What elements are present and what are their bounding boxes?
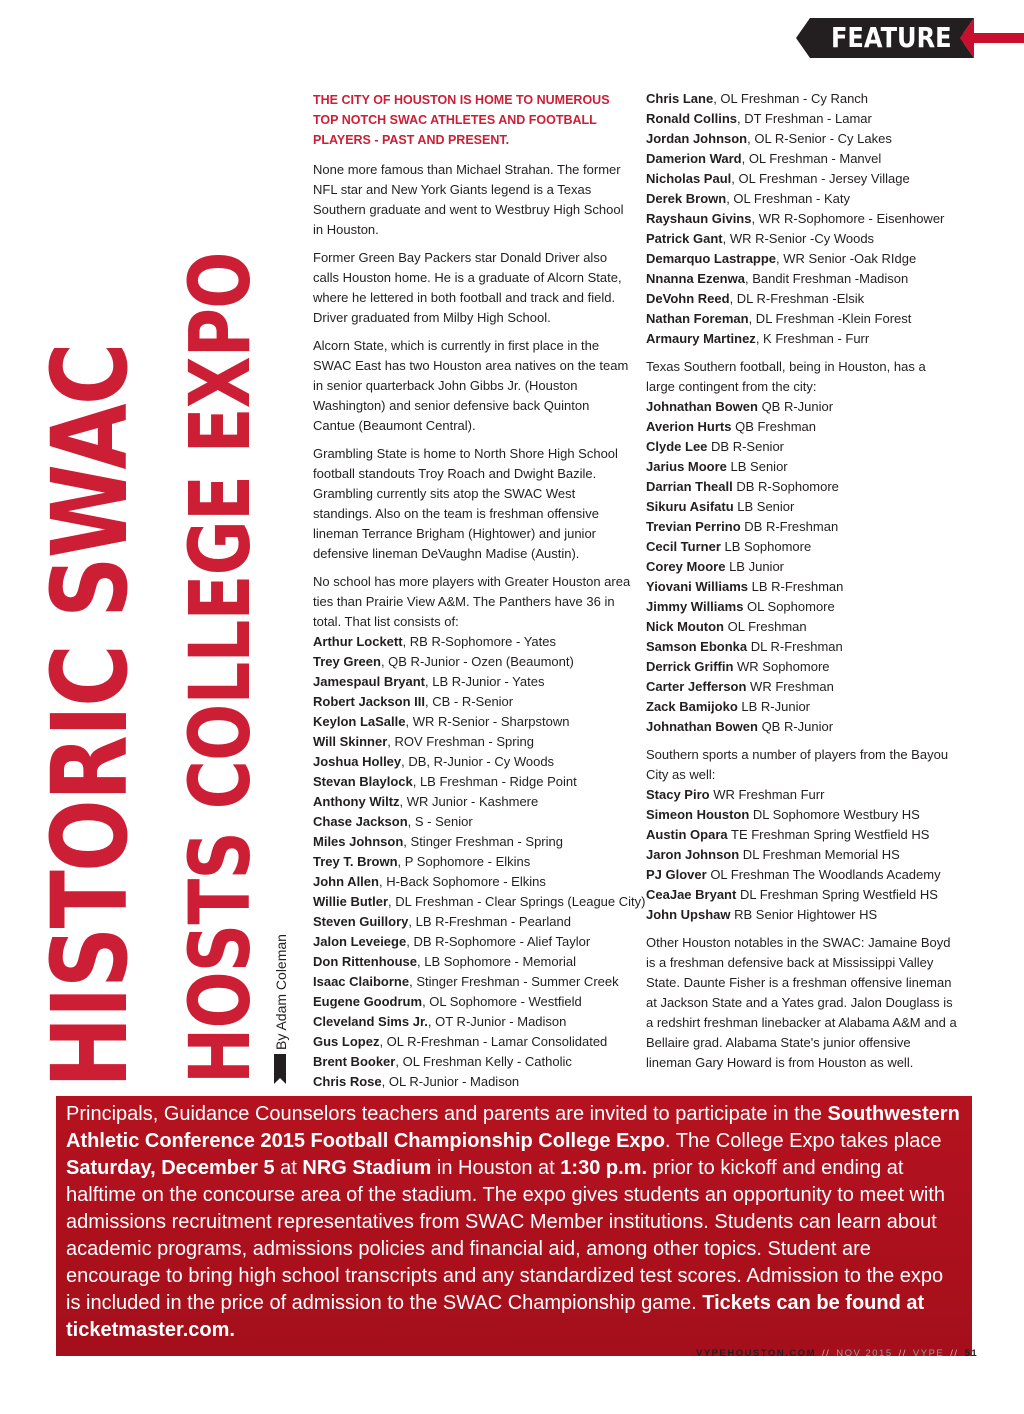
- player-entry: [646, 169, 958, 189]
- player-details: , OL Freshman Kelly - Catholic: [395, 1054, 572, 1069]
- other-notables-paragraph: Other Houston notables in the SWAC: Jamaine Boyd is a freshman defensive back at Mississippi Valley State. Daunte Fisher is a freshman offensive lineman at Jackson State and a Yates grad. Jalon Douglass is a redshirt freshman linebacker at Alabama A&M and a Bellaire grad. Alabama State's junior offensive lineman Gary Howard is from Houston as well.: [646, 935, 957, 1070]
- player-details: DB R-Sophomore: [732, 479, 839, 494]
- player-details: , DL Freshman - Clear Springs (League City): [388, 894, 646, 909]
- player-entry: [646, 597, 958, 617]
- player-name: John Upshaw: [646, 907, 731, 922]
- player-details: , OL Sophomore - Westfield: [422, 994, 582, 1009]
- player-details: DL R-Freshman: [747, 639, 843, 654]
- article-paragraph: Alcorn State, which is currently in first place in the SWAC East has two Houston area natives on the team in senior quarterback John Gibbs Jr. (Houston Washington) and senior defensive back Quinton Cantue (Beaumont Central).: [313, 338, 629, 433]
- player-name: Simeon Houston: [646, 807, 750, 822]
- player-entry: [646, 845, 958, 865]
- player-name: Averion Hurts: [646, 419, 732, 434]
- player-name: Steven Guillory: [313, 914, 409, 929]
- player-name: Derek Brown: [646, 191, 727, 206]
- player-entry: [313, 812, 631, 832]
- player-details: , DB R-Sophomore - Alief Taylor: [406, 934, 591, 949]
- player-entry: [313, 1072, 631, 1092]
- player-entry: [646, 825, 958, 845]
- promo-tickets: Tickets can be found at ticketmaster.com.: [66, 1292, 925, 1341]
- player-name: Stacy Piro: [646, 787, 710, 802]
- promo-text: at: [274, 1157, 303, 1179]
- footer-separator: //: [898, 1348, 907, 1359]
- player-entry: [313, 772, 631, 792]
- player-details: , WR R-Senior - Sharpstown: [405, 714, 570, 729]
- player-entry: [646, 109, 958, 129]
- player-details: , K Freshman - Furr: [755, 331, 870, 346]
- player-details: , LB R-Junior - Yates: [425, 674, 545, 689]
- footer-brand: VYPE: [912, 1348, 945, 1359]
- player-entry: [646, 785, 958, 805]
- player-details: LB Junior: [725, 559, 785, 574]
- player-entry: [313, 972, 631, 992]
- player-details: , QB R-Junior - Ozen (Beaumont): [380, 654, 574, 669]
- player-entry: [313, 752, 631, 772]
- player-name: Derrick Griffin: [646, 659, 734, 674]
- player-entry: [646, 249, 958, 269]
- promo-date: Saturday, December 5: [66, 1157, 275, 1179]
- pvamu-intro: No school has more players with Greater Houston area ties than Prairie View A&M. The Panthers have 36 in total. That list consists of:: [313, 574, 631, 629]
- player-name: Chris Lane: [646, 91, 714, 106]
- player-entry: [313, 912, 631, 932]
- player-name: Corey Moore: [646, 559, 726, 574]
- player-name: Trey Green: [313, 654, 381, 669]
- player-name: Jalon Leveiege: [313, 934, 407, 949]
- player-details: , OL R-Senior - Cy Lakes: [747, 131, 892, 146]
- player-entry: [646, 329, 958, 349]
- player-details: , OL Freshman - Jersey Village: [731, 171, 910, 186]
- player-name: Carter Jefferson: [646, 679, 747, 694]
- player-name: Demarquo Lastrappe: [646, 251, 777, 266]
- player-name: Chase Jackson: [313, 814, 408, 829]
- player-name: Jamespaul Bryant: [313, 674, 425, 689]
- promo-event-name: Southwestern Athletic Conference 2015 Football Championship College Expo: [66, 1103, 960, 1152]
- player-name: Will Skinner: [313, 734, 388, 749]
- article-column-1: [313, 90, 646, 1092]
- article-paragraph: None more famous than Michael Strahan. The former NFL star and New York Giants legend is a Texas Southern graduate and went to Westbruy High School in Houston.: [313, 162, 624, 237]
- player-entry: [646, 189, 958, 209]
- player-details: , DL Freshman -Klein Forest: [748, 311, 912, 326]
- player-details: OL Freshman: [724, 619, 807, 634]
- headline-line-2: HOSTS COLLEGE EXPO: [171, 252, 269, 1084]
- section-label: FEATURE: [830, 21, 952, 54]
- player-details: WR Freshman: [746, 679, 834, 694]
- player-details: , S - Senior: [407, 814, 473, 829]
- promo-text: Principals, Guidance Counselors teachers and parents are invited to participate in the: [66, 1103, 828, 1125]
- player-details: , Stinger Freshman - Summer Creek: [409, 974, 619, 989]
- player-name: Trevian Perrino: [646, 519, 741, 534]
- player-name: John Allen: [313, 874, 379, 889]
- player-details: , WR Junior - Kashmere: [399, 794, 539, 809]
- player-details: WR Sophomore: [733, 659, 830, 674]
- player-name: Ronald Collins: [646, 111, 737, 126]
- player-details: , DB, R-Junior - Cy Woods: [401, 754, 555, 769]
- player-entry: [313, 832, 631, 852]
- player-entry: [313, 952, 631, 972]
- player-name: PJ Glover: [646, 867, 707, 882]
- player-details: , WR R-Senior -Cy Woods: [722, 231, 875, 246]
- page-number: 51: [964, 1348, 979, 1359]
- player-name: Jaron Johnson: [646, 847, 740, 862]
- player-details: DL Freshman Memorial HS: [739, 847, 900, 862]
- footer-separator: //: [821, 1348, 831, 1359]
- player-name: Samson Ebonka: [646, 639, 748, 654]
- player-details: DL Sophomore Westbury HS: [749, 807, 920, 822]
- player-details: LB R-Freshman: [748, 579, 844, 594]
- promo-text: prior to kickoff and ending at halftime on the concourse area of the stadium. The expo gives students an opportunity to meet with admissions recruitment representatives from SWAC Member institutions. Students can learn about academic programs, admissions policies and financial aid, among other topics. Student are encourage to bring high school transcripts and any standardized test scores. Admission to the expo is included in the price of admission to the SWAC Championship game.: [66, 1157, 946, 1314]
- tsu-player-list: [646, 397, 958, 737]
- player-entry: [646, 437, 958, 457]
- player-details: LB Sophomore: [720, 539, 812, 554]
- player-entry: [646, 229, 958, 249]
- player-name: Zack Bamijoko: [646, 699, 738, 714]
- player-entry: [313, 792, 631, 812]
- page-footer: [696, 1347, 978, 1361]
- college-expo-promo-box: [56, 1096, 972, 1356]
- player-details: , WR Senior -Oak RIdge: [776, 251, 917, 266]
- player-details: RB Senior Hightower HS: [730, 907, 878, 922]
- player-entry: [646, 89, 958, 109]
- player-name: Joshua Holley: [313, 754, 402, 769]
- player-name: Cecil Turner: [646, 539, 721, 554]
- player-details: , OL R-Junior - Madison: [381, 1074, 520, 1089]
- player-details: , OL Freshman - Katy: [726, 191, 850, 206]
- player-entry: [313, 1032, 631, 1052]
- player-name: Jarius Moore: [646, 459, 727, 474]
- player-name: Rayshaun Givins: [646, 211, 752, 226]
- player-name: Willie Butler: [313, 894, 389, 909]
- footer-separator: //: [950, 1348, 959, 1359]
- tsu-intro: Texas Southern football, being in Houston, has a large contingent from the city:: [646, 359, 926, 394]
- player-details: , LB R-Freshman - Pearland: [408, 914, 571, 929]
- player-details: TE Freshman Spring Westfield HS: [727, 827, 930, 842]
- player-entry: [646, 209, 958, 229]
- article-paragraph: Former Green Bay Packers star Donald Driver also calls Houston home. He is a graduate of Alcorn State, where he lettered in both football and track and field. Driver graduated from Milby High School.: [313, 250, 622, 325]
- player-name: Austin Opara: [646, 827, 728, 842]
- player-name: Isaac Claiborne: [313, 974, 410, 989]
- bookmark-icon: [274, 1054, 286, 1078]
- player-entry: [646, 657, 958, 677]
- player-details: WR Freshman Furr: [709, 787, 825, 802]
- player-details: LB R-Junior: [737, 699, 811, 714]
- player-details: QB R-Junior: [757, 399, 834, 414]
- player-name: Sikuru Asifatu: [646, 499, 734, 514]
- player-entry: [646, 129, 958, 149]
- pvamu-player-list-continued: [646, 89, 958, 349]
- player-name: Nicholas Paul: [646, 171, 732, 186]
- player-name: Keylon LaSalle: [313, 714, 406, 729]
- player-name: Cleveland Sims Jr.: [313, 1014, 428, 1029]
- player-details: DB R-Senior: [707, 439, 784, 454]
- player-name: Jimmy Williams: [646, 599, 744, 614]
- headline-line-1: HISTORIC SWAC: [29, 344, 151, 1088]
- player-entry: [646, 617, 958, 637]
- player-name: Nick Mouton: [646, 619, 724, 634]
- player-name: Johnathan Bowen: [646, 719, 758, 734]
- promo-venue: NRG Stadium: [302, 1157, 432, 1179]
- player-name: Patrick Gant: [646, 231, 723, 246]
- player-entry: [313, 1012, 631, 1032]
- player-entry: [646, 309, 958, 329]
- player-details: , LB Sophomore - Memorial: [417, 954, 576, 969]
- player-entry: [313, 892, 646, 912]
- player-details: , LB Freshman - Ridge Point: [412, 774, 577, 789]
- player-entry: [646, 697, 958, 717]
- player-entry: [646, 637, 958, 657]
- player-name: Gus Lopez: [313, 1034, 380, 1049]
- player-details: DB R-Freshman: [740, 519, 839, 534]
- player-details: , H-Back Sophomore - Elkins: [378, 874, 546, 889]
- player-entry: [646, 457, 958, 477]
- article-column-2: [646, 89, 958, 1081]
- player-entry: [646, 497, 958, 517]
- player-name: Anthony Wiltz: [313, 794, 400, 809]
- player-entry: [313, 992, 631, 1012]
- player-entry: [646, 397, 958, 417]
- player-name: Don Rittenhouse: [313, 954, 417, 969]
- player-name: Eugene Goodrum: [313, 994, 423, 1009]
- footer-site: VYPEHOUSTON.COM: [696, 1348, 816, 1359]
- player-name: Brent Booker: [313, 1054, 396, 1069]
- player-entry: [313, 872, 631, 892]
- southern-player-list: [646, 785, 958, 925]
- player-details: , ROV Freshman - Spring: [387, 734, 534, 749]
- player-entry: [646, 557, 958, 577]
- player-entry: [313, 712, 631, 732]
- player-details: , WR R-Sophomore - Eisenhower: [751, 211, 945, 226]
- player-name: Clyde Lee: [646, 439, 708, 454]
- article-lede: THE CITY OF HOUSTON IS HOME TO NUMEROUS TOP NOTCH SWAC ATHLETES AND FOOTBALL PLAYERS - PAST AND PRESENT.: [313, 93, 610, 147]
- player-details: , DL R-Freshman -Elsik: [729, 291, 865, 306]
- player-details: , OL Freshman - Manvel: [741, 151, 882, 166]
- player-name: DeVohn Reed: [646, 291, 730, 306]
- player-entry: [646, 477, 958, 497]
- player-details: , RB R-Sophomore - Yates: [402, 634, 556, 649]
- player-entry: [646, 865, 958, 885]
- player-name: Nnanna Ezenwa: [646, 271, 745, 286]
- player-name: Damerion Ward: [646, 151, 742, 166]
- player-details: , OT R-Junior - Madison: [427, 1014, 567, 1029]
- player-entry: [646, 805, 958, 825]
- player-entry: [646, 677, 958, 697]
- player-name: Miles Johnson: [313, 834, 404, 849]
- promo-text: in Houston at: [431, 1157, 561, 1179]
- player-details: QB R-Junior: [757, 719, 834, 734]
- player-name: Trey T. Brown: [313, 854, 398, 869]
- player-details: , DT Freshman - Lamar: [737, 111, 872, 126]
- southern-intro: Southern sports a number of players from the Bayou City as well:: [646, 747, 949, 782]
- player-details: , P Sophomore - Elkins: [397, 854, 531, 869]
- footer-date: NOV 2015: [836, 1348, 893, 1359]
- player-entry: [313, 1052, 631, 1072]
- player-name: Jordan Johnson: [646, 131, 748, 146]
- player-details: LB Senior: [726, 459, 788, 474]
- player-name: CeaJae Bryant: [646, 887, 737, 902]
- player-details: OL Freshman The Woodlands Academy: [706, 867, 941, 882]
- player-name: Stevan Blaylock: [313, 774, 413, 789]
- promo-time: 1:30 p.m.: [560, 1157, 647, 1179]
- player-details: DL Freshman Spring Westfield HS: [736, 887, 938, 902]
- byline: By Adam Coleman: [273, 934, 289, 1050]
- player-entry: [646, 905, 958, 925]
- player-entry: [313, 632, 631, 652]
- player-name: Johnathan Bowen: [646, 399, 758, 414]
- player-entry: [313, 652, 631, 672]
- player-entry: [646, 577, 958, 597]
- player-entry: [313, 932, 631, 952]
- pvamu-player-list: [313, 632, 646, 1092]
- player-details: , Bandit Freshman -Madison: [744, 271, 909, 286]
- player-name: Robert Jackson III: [313, 694, 425, 709]
- player-name: Yiovani Williams: [646, 579, 748, 594]
- player-entry: [313, 732, 631, 752]
- player-entry: [646, 517, 958, 537]
- player-details: QB Freshman: [731, 419, 817, 434]
- player-entry: [646, 717, 958, 737]
- player-details: LB Senior: [733, 499, 795, 514]
- player-details: OL Sophomore: [743, 599, 835, 614]
- player-details: , Stinger Freshman - Spring: [403, 834, 563, 849]
- player-entry: [313, 852, 631, 872]
- player-entry: [646, 149, 958, 169]
- promo-text: . The College Expo takes place: [664, 1130, 942, 1152]
- player-details: , OL R-Freshman - Lamar Consolidated: [379, 1034, 608, 1049]
- player-details: , OL Freshman - Cy Ranch: [713, 91, 869, 106]
- player-name: Arthur Lockett: [313, 634, 403, 649]
- article-paragraph: Grambling State is home to North Shore High School football standouts Troy Roach and Dwight Bazile. Grambling currently sits atop the SWAC West standings. Also on the team is freshman offensive lineman Terrance Brigham (Hightower) and junior defensive lineman DeVaughn Madise (Austin).: [313, 446, 618, 561]
- player-entry: [646, 537, 958, 557]
- player-details: , CB - R-Senior: [424, 694, 514, 709]
- player-entry: [313, 692, 631, 712]
- player-entry: [646, 289, 958, 309]
- player-name: Darrian Theall: [646, 479, 733, 494]
- player-name: Armaury Martinez: [646, 331, 756, 346]
- player-name: Nathan Foreman: [646, 311, 749, 326]
- player-entry: [646, 269, 958, 289]
- player-entry: [313, 672, 631, 692]
- player-name: Chris Rose: [313, 1074, 382, 1089]
- player-entry: [646, 417, 958, 437]
- player-entry: [646, 885, 958, 905]
